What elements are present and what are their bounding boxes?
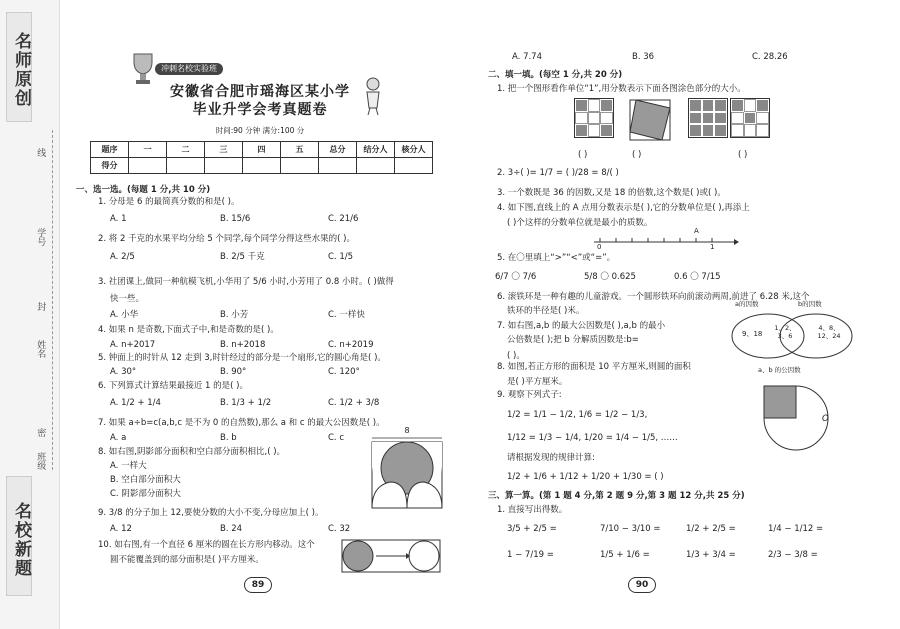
q6-option-b[interactable]: B. 1/3 + 1/2 bbox=[220, 398, 272, 408]
q1-option-b[interactable]: B. 15/6 bbox=[220, 214, 251, 224]
compare-item-3[interactable]: 0.6 〇 7/15 bbox=[674, 272, 721, 282]
q1-option-c[interactable]: C. 21/6 bbox=[328, 214, 359, 224]
number-line bbox=[590, 228, 740, 256]
grid3-answer-blank[interactable]: ( ) bbox=[738, 150, 748, 160]
fill-question-5: 5. 在〇里填上“>”“<”或“=”。 bbox=[497, 253, 616, 263]
pattern-expression: 1/2 + 1/6 + 1/12 + 1/20 + 1/30 = ( ) bbox=[507, 472, 664, 482]
brand-logo-bottom: 名校新题 bbox=[6, 476, 32, 596]
q3-option-a[interactable]: A. 小华 bbox=[110, 310, 139, 320]
q3-option-b[interactable]: B. 小芳 bbox=[220, 310, 249, 320]
question-9: 9. 3/8 的分子加上 12,要使分数的大小不变,分母应加上( )。 bbox=[98, 508, 324, 518]
q7-option-c[interactable]: C. c bbox=[328, 433, 345, 443]
question-10: 10. 如右图,有一个直径 6 厘米的圆在长方形内移动。这个 bbox=[98, 540, 315, 550]
section1-title: 一、选一选。(每题 1 分,共 10 分) bbox=[76, 185, 211, 195]
fill-question-7-cont: 公倍数是( );把 b 分解质因数是:b= bbox=[507, 335, 639, 345]
compare-item-1[interactable]: 6/7 〇 7/6 bbox=[495, 272, 537, 282]
calc-item[interactable]: 1/2 + 2/5 = bbox=[686, 524, 736, 534]
q4-option-b[interactable]: B. n+2018 bbox=[220, 340, 266, 350]
question-3-cont: 快一些。 bbox=[110, 294, 145, 304]
series-badge: 冲刺名校实验班 bbox=[155, 63, 223, 75]
q7-option-a[interactable]: A. a bbox=[110, 433, 127, 443]
fill-question-8-cont: 是( )平方厘米。 bbox=[507, 377, 568, 387]
fill-question-6-cont: 铁环的半径是( )米。 bbox=[507, 306, 585, 316]
page-number-right: 90 bbox=[628, 577, 656, 593]
field-line-label: 线 bbox=[35, 148, 46, 157]
brand-logo-top: 名师原创 bbox=[6, 12, 32, 122]
score-header-cell: 一 bbox=[129, 142, 167, 158]
fill-question-4: 4. 如下图,直线上的 A 点用分数表示是( ),它的分数单位是( ),再添上 bbox=[497, 203, 750, 213]
field-seal-label: 封 bbox=[35, 302, 46, 311]
q10-option-b[interactable]: B. 36 bbox=[632, 52, 655, 62]
question-6: 6. 下列算式计算结果最接近 1 的是( )。 bbox=[98, 381, 248, 391]
q10-option-a[interactable]: A. 7.74 bbox=[512, 52, 542, 62]
q4-option-a[interactable]: A. n+2017 bbox=[110, 340, 156, 350]
q6-option-a[interactable]: A. 1/2 + 1/4 bbox=[110, 398, 161, 408]
field-student-no: 学号 bbox=[35, 228, 46, 246]
question-1: 1. 分母是 6 的最简真分数的和是( )。 bbox=[98, 197, 240, 207]
exam-meta: 时间:90 分钟 满分:100 分 bbox=[215, 126, 305, 135]
fill-question-8: 8. 如图,若正方形的面积是 10 平方厘米,则圆的面积 bbox=[497, 362, 691, 372]
score-table-header-row bbox=[91, 142, 433, 158]
field-class: 班级 bbox=[35, 452, 46, 470]
q9-option-c[interactable]: C. 32 bbox=[328, 524, 351, 534]
venn-a-label: a的因数 bbox=[735, 300, 759, 308]
q5-option-a[interactable]: A. 30° bbox=[110, 367, 137, 377]
question-2: 2. 将 2 千克的水果平均分给 5 个同学,每个同学分得这些水果的( )。 bbox=[98, 234, 355, 244]
fraction-grid-1 bbox=[574, 98, 614, 138]
score-cell[interactable] bbox=[395, 158, 433, 174]
q2-option-a[interactable]: A. 2/5 bbox=[110, 252, 135, 262]
q7-option-b[interactable]: B. b bbox=[220, 433, 237, 443]
grid2-answer-blank[interactable]: ( ) bbox=[632, 150, 642, 160]
page-number-left: 89 bbox=[244, 577, 272, 593]
calc-item[interactable]: 3/5 + 2/5 = bbox=[507, 524, 557, 534]
number-line-1: 1 bbox=[710, 243, 715, 251]
score-cell[interactable] bbox=[319, 158, 357, 174]
calc-item[interactable]: 1/4 − 1/12 = bbox=[768, 524, 824, 534]
calc-question-1: 1. 直接写出得数。 bbox=[497, 505, 568, 515]
compare-item-2[interactable]: 5/8 〇 0.625 bbox=[584, 272, 636, 282]
calc-item[interactable]: 1/5 + 1/6 = bbox=[600, 550, 650, 560]
fill-question-1: 1. 把一个图形看作单位“1”,用分数表示下面各图涂色部分的大小。 bbox=[497, 84, 746, 94]
score-cell[interactable] bbox=[281, 158, 319, 174]
q5-option-b[interactable]: B. 90° bbox=[220, 367, 247, 377]
score-header-cell: 题序 bbox=[91, 142, 129, 158]
fraction-grid-3b bbox=[730, 98, 770, 138]
score-cell[interactable] bbox=[129, 158, 167, 174]
exam-title-line2: 毕业升学会考真题卷 bbox=[192, 102, 328, 118]
score-cell[interactable] bbox=[167, 158, 205, 174]
score-table bbox=[90, 141, 433, 174]
q3-option-c[interactable]: C. 一样快 bbox=[328, 310, 365, 320]
score-cell[interactable] bbox=[357, 158, 395, 174]
section2-title: 二、填一填。(每空 1 分,共 20 分) bbox=[488, 70, 623, 80]
grid1-answer-blank[interactable]: ( ) bbox=[578, 150, 588, 160]
calc-item[interactable]: 1 − 7/19 = bbox=[507, 550, 554, 560]
number-line-0: 0 bbox=[597, 243, 602, 251]
venn-b-label: b的因数 bbox=[798, 300, 822, 308]
fill-question-7-cont2: ( )。 bbox=[507, 351, 525, 361]
q8-option-c[interactable]: C. 阴影部分面积大 bbox=[110, 489, 181, 499]
question-3: 3. 社团课上,做同一种航模飞机,小华用了 5/6 小时,小芳用了 0.8 小时。( )做得 bbox=[98, 277, 394, 287]
question-4: 4. 如果 n 是奇数,下面式子中,和是奇数的是( )。 bbox=[98, 325, 279, 335]
circle-center-label: O bbox=[822, 414, 829, 424]
score-header-cell: 四 bbox=[243, 142, 281, 158]
score-header-cell: 二 bbox=[167, 142, 205, 158]
cut-line bbox=[52, 130, 53, 470]
fraction-square-diagonal bbox=[628, 98, 672, 142]
q8-dimension-label: 8 bbox=[404, 426, 410, 435]
q2-option-c[interactable]: C. 1/5 bbox=[328, 252, 354, 262]
fill-question-9: 9. 观察下列式子: bbox=[497, 390, 562, 400]
calc-item[interactable]: 2/3 − 3/8 = bbox=[768, 550, 818, 560]
fill-question-7: 7. 如右图,a,b 的最大公因数是( ),a,b 的最小 bbox=[497, 321, 666, 331]
q2-option-b[interactable]: B. 2/5 千克 bbox=[220, 252, 265, 262]
q8-option-b[interactable]: B. 空白部分面积大 bbox=[110, 475, 181, 485]
question-7: 7. 如果 a÷b=c(a,b,c 是不为 0 的自然数),那么 a 和 c 的最大公因数是( )。 bbox=[98, 418, 385, 428]
fraction-grid-3a bbox=[688, 98, 728, 138]
venn-left-values: 9、18 bbox=[742, 330, 763, 338]
score-cell[interactable] bbox=[205, 158, 243, 174]
q10-figure bbox=[340, 538, 442, 574]
q5-option-c[interactable]: C. 120° bbox=[328, 367, 360, 377]
score-header-cell: 结分人 bbox=[357, 142, 395, 158]
fill-question-3: 3. 一个数既是 36 的因数,又是 18 的倍数,这个数是( )或( )。 bbox=[497, 188, 726, 198]
q4-option-c[interactable]: C. n+2019 bbox=[328, 340, 374, 350]
fill-question-6: 6. 滚铁环是一种有趣的儿童游戏。一个圆形铁环向前滚动两周,前进了 6.28 米,这个 bbox=[497, 292, 810, 302]
score-table-score-row bbox=[91, 158, 433, 174]
number-line-A: A bbox=[694, 227, 699, 235]
q8-figure bbox=[366, 436, 448, 512]
pattern-instruction: 请根据发现的规律计算: bbox=[507, 453, 595, 463]
score-cell[interactable] bbox=[243, 158, 281, 174]
trophy-icon bbox=[128, 50, 158, 86]
fill-question-2: 2. 3÷( )= 1/7 = ( )/28 = 8/( ) bbox=[497, 168, 619, 178]
q8-option-a[interactable]: A. 一样大 bbox=[110, 461, 147, 471]
q10-option-c[interactable]: C. 28.26 bbox=[752, 52, 788, 62]
q6-option-c[interactable]: C. 1/2 + 3/8 bbox=[328, 398, 380, 408]
field-name: 姓名 bbox=[35, 340, 46, 358]
venn-middle-values: 1、2、3、6 bbox=[774, 324, 796, 341]
venn-right-values: 4、8、12、24 bbox=[817, 324, 841, 341]
question-8: 8. 如右图,阴影部分面积和空白部分面积相比,( )。 bbox=[98, 447, 286, 457]
score-header-cell: 三 bbox=[205, 142, 243, 158]
score-header-cell: 核分人 bbox=[395, 142, 433, 158]
question-5: 5. 钟面上的时针从 12 走到 3,时针经过的部分是一个扇形,它的圆心角是( )。 bbox=[98, 353, 386, 363]
q9-option-b[interactable]: B. 24 bbox=[220, 524, 243, 534]
score-header-cell: 总分 bbox=[319, 142, 357, 158]
calc-item[interactable]: 7/10 − 3/10 = bbox=[600, 524, 661, 534]
venn-caption: a、b 的公因数 bbox=[758, 366, 801, 374]
fill-question-4-cont: ( )个这样的分数单位就是最小的质数。 bbox=[507, 218, 653, 228]
field-secret-label: 密 bbox=[35, 428, 46, 437]
q9-option-a[interactable]: A. 12 bbox=[110, 524, 132, 534]
calc-item[interactable]: 1/3 + 3/4 = bbox=[686, 550, 736, 560]
question-10-cont: 圆不能覆盖到的部分面积是( )平方厘米。 bbox=[110, 555, 264, 565]
pattern-line-1: 1/2 = 1/1 − 1/2, 1/6 = 1/2 − 1/3, bbox=[507, 410, 648, 420]
score-row-label: 得分 bbox=[91, 158, 129, 174]
pattern-line-2: 1/12 = 1/3 − 1/4, 1/20 = 1/4 − 1/5, …… bbox=[507, 433, 678, 443]
section3-title: 三、算一算。(第 1 题 4 分,第 2 题 9 分,第 3 题 12 分,共 25 分) bbox=[488, 491, 745, 501]
q1-option-a[interactable]: A. 1 bbox=[110, 214, 127, 224]
score-header-cell: 五 bbox=[281, 142, 319, 158]
exam-title-line1: 安徽省合肥市瑶海区某小学 bbox=[170, 84, 350, 100]
